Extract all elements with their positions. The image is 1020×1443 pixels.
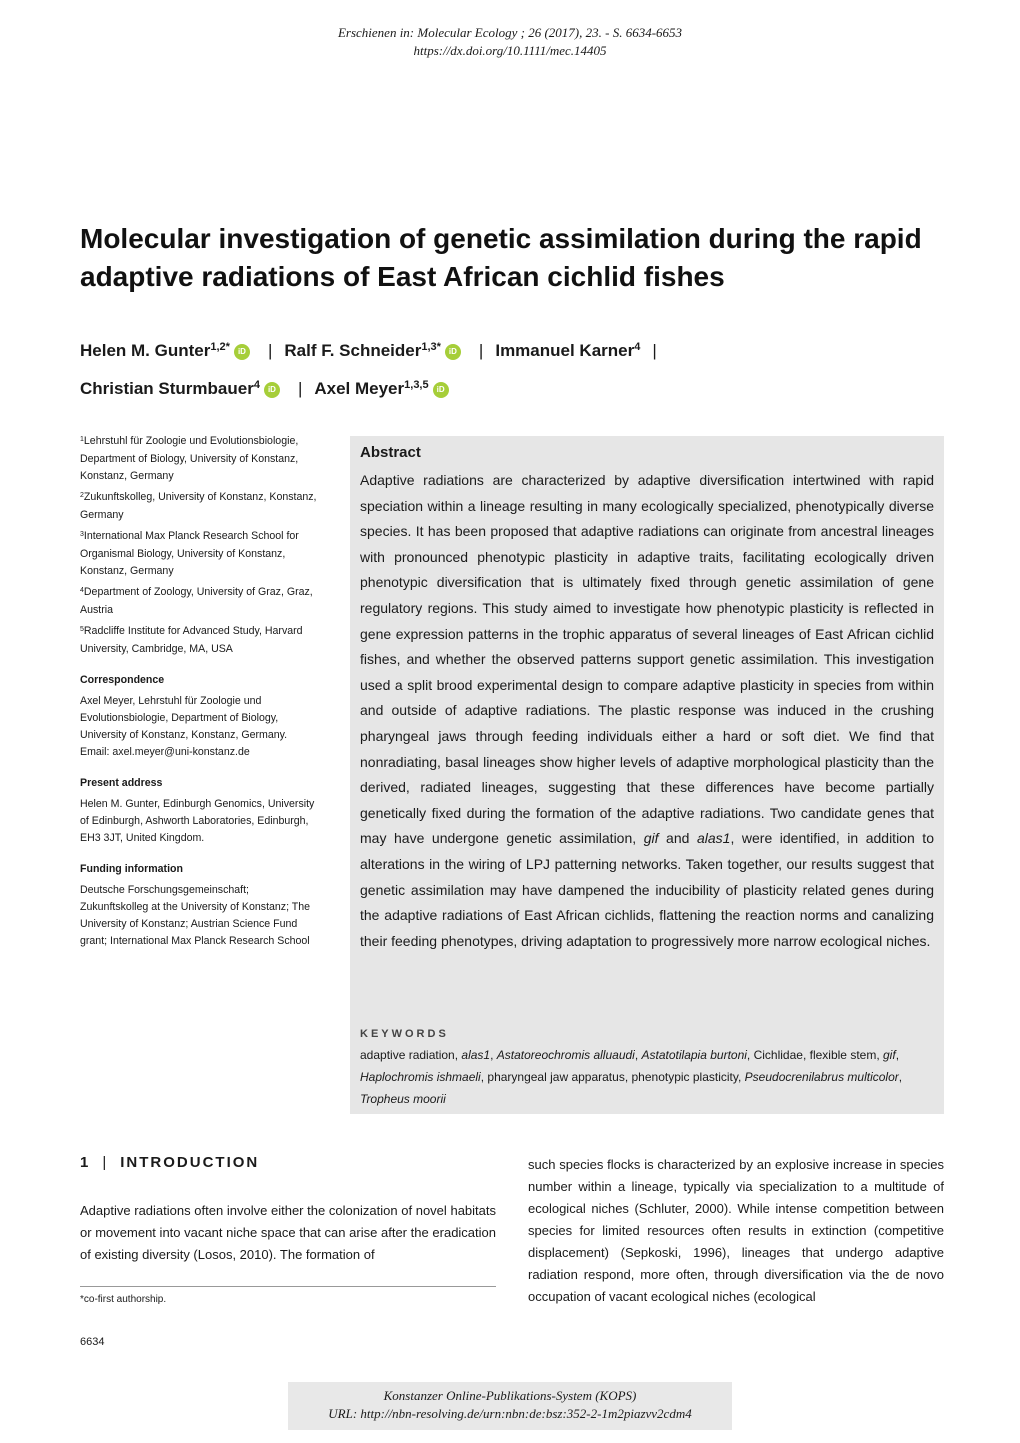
keyword: phenotypic plasticity (631, 1070, 738, 1084)
author-list (80, 333, 940, 409)
keyword: alas1 (461, 1048, 491, 1062)
author-name: Christian Sturmbauer (80, 379, 254, 398)
affiliation-number: 3 (80, 531, 84, 538)
gene-name: gif (643, 830, 659, 847)
keyword-delimiter: , (634, 1048, 642, 1062)
page-number: 6634 (80, 1336, 105, 1348)
author-entry[interactable] (284, 341, 467, 360)
publication-header (0, 24, 1020, 60)
affiliation-item (80, 584, 320, 619)
affiliation-number: 1 (80, 436, 84, 443)
keyword-delimiter: , (624, 1070, 632, 1084)
funding-heading: Funding information (80, 863, 183, 875)
author-entry[interactable] (80, 379, 286, 398)
keyword: Astatotilapia burtoni (641, 1048, 747, 1062)
affiliation-item (80, 623, 320, 658)
author-name: Immanuel Karner (495, 341, 635, 360)
affiliation-text: Lehrstuhl für Zoologie und Evolutionsbiologie, Department of Biology, University of Konstanz, Konstanz, Germany (80, 435, 299, 482)
keyword-delimiter: , (898, 1070, 903, 1084)
affiliation-item (80, 489, 320, 524)
abstract-text-part: and (658, 830, 697, 847)
author-entry[interactable] (314, 379, 454, 398)
keywords-list (360, 1044, 934, 1110)
keyword: Cichlidae (753, 1048, 803, 1062)
doi-link[interactable]: https://dx.doi.org/10.1111/mec.14405 (413, 43, 607, 58)
abstract-text-part: , were identified, in addition to alterations in the wiring of LPJ patterning networks. Taken together, our results suggest that genetic assimilation may have dampened the inducibility of plasticity related genes during the adaptive radiations of East African cichlids, flattening the reaction norms and canalizing their feeding phenotypes, driving adaptation to progressively more narrow ecological niches. (360, 830, 934, 949)
orcid-icon[interactable]: iD (264, 382, 280, 398)
repository-name: Konstanzer Online-Publikations-System (KOPS) (383, 1388, 637, 1403)
keyword-delimiter: , (876, 1048, 883, 1062)
affiliation-item (80, 433, 320, 485)
affiliation-number: 2 (80, 492, 84, 499)
affiliation-text: Radcliffe Institute for Advanced Study, Harvard University, Cambridge, MA, USA (80, 625, 303, 655)
affiliation-text: Department of Zoology, University of Graz, Graz, Austria (80, 586, 313, 616)
affiliation-text: International Max Planck Research School for Organismal Biology, University of Konstanz, Konstanz, Germany (80, 530, 299, 577)
keyword: flexible stem (809, 1048, 877, 1062)
section-title: INTRODUCTION (120, 1154, 260, 1171)
repository-url[interactable]: URL: http://nbn-resolving.de/urn:nbn:de:bsz:352-2-1m2piazvv2cdm4 (328, 1406, 692, 1421)
affiliation-number: 5 (80, 626, 84, 633)
present-address-heading: Present address (80, 777, 163, 789)
correspondence-email[interactable]: Email: axel.meyer@uni-konstanz.de (80, 746, 250, 758)
author-affiliation-marks: 1,2* (210, 341, 230, 353)
keyword-delimiter: , (480, 1070, 488, 1084)
citation-line: Erschienen in: Molecular Ecology ; 26 (2017), 23. - S. 6634-6653 (337, 25, 683, 40)
author-name: Axel Meyer (314, 379, 405, 398)
keyword-delimiter: , (746, 1048, 754, 1062)
section-number: 1 (80, 1154, 89, 1171)
abstract-text-part: Adaptive radiations are characterized by adaptive diversification intertwined with rapid speciation within a lineage resulting in many ecologically specialized, phenotypically diverse species. It has been proposed that adaptive radiations can originate from ancestral lineages with pronounced phenotypic plasticity in adaptive traits, facilitating ecologically driven phenotypic diversification that is ultimately fixed through genetic assimilation of gene regulatory regions. This study aimed to investigate how phenotypic plasticity is reflected in gene expression patterns in the trophic apparatus of several lineages of East African cichlid fishes, and whether the observed patterns support genetic assimilation. This investigation used a split brood experimental design to compare adaptive plasticity in species from within and outside of adaptive radiations. The plastic response was induced in the crushing pharyngeal jaws through feeding individuals either a hard or soft diet. We find that nonradiating, basal lineages show higher levels of adaptive morphological plasticity than the derived, radiated lineages, suggesting that these differences have become partially genetically fixed during the formation of the adaptive radiations. Two candidate genes that may have undergone genetic assimilation, (360, 472, 934, 847)
keyword: gif (883, 1048, 896, 1062)
author-affiliation-marks: 4 (253, 379, 260, 391)
keyword: adaptive radiation (360, 1048, 455, 1062)
affiliation-text: Zukunftskolleg, University of Konstanz, Konstanz, Germany (80, 491, 317, 521)
repository-footer (288, 1387, 732, 1423)
abstract-heading: Abstract (360, 444, 421, 461)
present-address-text: Helen M. Gunter, Edinburgh Genomics, University of Edinburgh, Ashworth Laboratories, Edinburgh, EH3 3JT, United Kingdom. (80, 798, 315, 844)
keyword: pharyngeal jaw apparatus (487, 1070, 625, 1084)
author-affiliation-marks: 1,3* (421, 341, 441, 353)
affiliation-column (80, 433, 320, 950)
author-name: Ralf F. Schneider (284, 341, 422, 360)
author-entry[interactable] (80, 341, 256, 360)
author-separator: | (297, 379, 303, 398)
funding-text: Deutsche Forschungsgemeinschaft; Zukunftskolleg at the University of Konstanz; The University of Konstanz; Austrian Science Fund grant; International Max Planck Research School (80, 884, 311, 947)
footnote-divider (80, 1286, 496, 1287)
keyword-delimiter: , (738, 1070, 745, 1084)
keyword: Astatoreochromis alluaudi (496, 1048, 635, 1062)
keyword-delimiter: , (490, 1048, 497, 1062)
author-separator: | (652, 341, 657, 360)
keywords-heading: KEYWORDS (360, 1028, 449, 1040)
correspondence-heading: Correspondence (80, 674, 165, 686)
orcid-icon[interactable]: iD (234, 344, 250, 360)
author-separator: | (478, 341, 484, 360)
correspondence-text: Axel Meyer, Lehrstuhl für Zoologie und Evolutionsbiologie, Department of Biology, University of Konstanz, Konstanz, Germany. (80, 695, 288, 741)
author-entry[interactable] (495, 341, 640, 360)
orcid-icon[interactable]: iD (433, 382, 449, 398)
abstract-text (360, 468, 934, 954)
keyword-delimiter: , (802, 1048, 810, 1062)
keyword: Pseudocrenilabrus multicolor (744, 1070, 899, 1084)
section-separator: | (102, 1154, 107, 1171)
section-heading (80, 1154, 259, 1171)
keyword: Tropheus moorii (360, 1092, 446, 1106)
keyword-delimiter: , (895, 1048, 900, 1062)
author-separator: | (267, 341, 273, 360)
author-affiliation-marks: 1,3,5 (404, 379, 429, 391)
keyword-delimiter: , (454, 1048, 462, 1062)
footnote: *co-first authorship. (80, 1294, 167, 1305)
author-affiliation-marks: 4 (634, 341, 641, 353)
intro-paragraph-left: Adaptive radiations often involve either the colonization of novel habitats or movement into vacant niche space that can arise after the eradication of existing diversity (Losos, 2010). The formation of (80, 1203, 496, 1262)
author-name: Helen M. Gunter (80, 341, 211, 360)
affiliation-item (80, 528, 320, 580)
keyword: Haplochromis ishmaeli (360, 1070, 481, 1084)
article-title: Molecular investigation of genetic assimilation during the rapid adaptive radiations of East African cichlid fishes (80, 223, 922, 292)
gene-name: alas1 (696, 830, 731, 847)
affiliation-number: 4 (80, 587, 84, 594)
intro-paragraph-right: such species flocks is characterized by an explosive increase in species number within a lineage, typically via specialization to a multitude of ecological niches (Schluter, 2000). While intense competition between species for limited resources often results in extinction (competitive displacement) (Sepkoski, 1996), lineages that undergo adaptive radiation respond, more often, through diversification via the de novo occupation of vacant ecological niches (ecological (528, 1157, 944, 1304)
orcid-icon[interactable]: iD (445, 344, 461, 360)
